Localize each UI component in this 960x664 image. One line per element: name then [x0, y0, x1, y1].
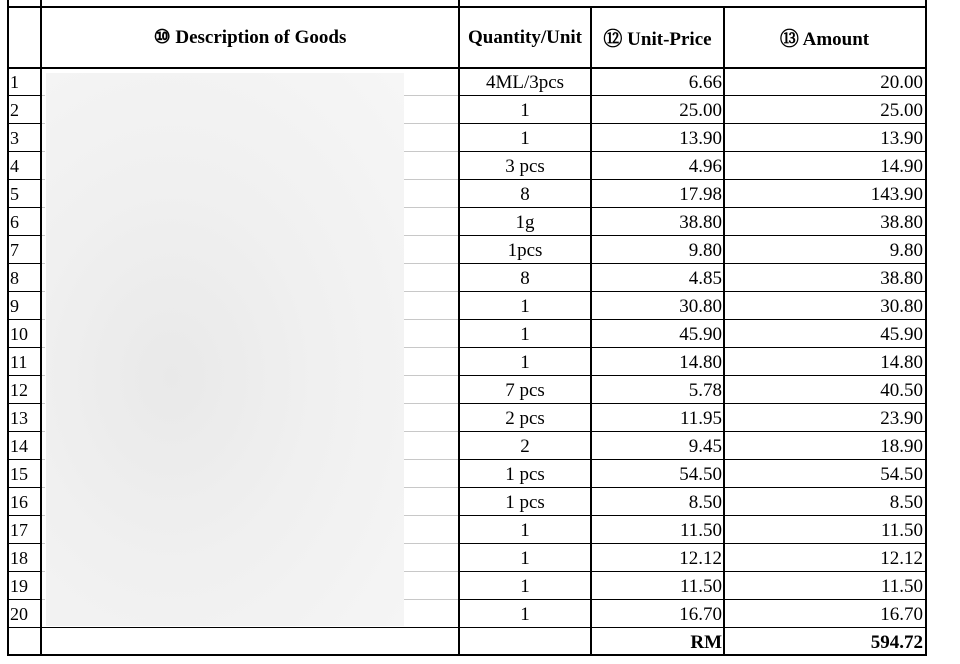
cell-amount: 45.90 — [880, 323, 923, 345]
header-unit-price: ⑫ Unit-Price — [603, 29, 712, 50]
cell-unit-price: 38.80 — [679, 211, 722, 233]
table-rule — [7, 627, 41, 628]
cell-quantity: 7 pcs — [505, 379, 545, 401]
cell-amount: 16.70 — [880, 603, 923, 625]
row-number: 19 — [10, 576, 28, 596]
table-rule — [459, 543, 927, 544]
row-number: 17 — [10, 520, 28, 540]
cell-amount: 38.80 — [880, 267, 923, 289]
table-rule — [7, 151, 41, 152]
cell-quantity: 1 pcs — [505, 491, 545, 513]
table-rule — [7, 291, 41, 292]
header-description: ⑩ Description of Goods — [153, 27, 347, 48]
table-rule — [7, 487, 41, 488]
row-number: 20 — [10, 604, 28, 624]
cell-amount: 30.80 — [880, 295, 923, 317]
row-number: 12 — [10, 380, 28, 400]
cell-amount: 14.90 — [880, 155, 923, 177]
table-rule — [459, 599, 927, 600]
cell-unit-price: 30.80 — [679, 295, 722, 317]
total-currency: RM — [690, 631, 722, 653]
cell-unit-price: 12.12 — [679, 547, 722, 569]
cell-quantity: 3 pcs — [505, 155, 545, 177]
table-rule — [40, 0, 42, 656]
cell-quantity: 1g — [515, 211, 535, 233]
cell-unit-price: 11.95 — [679, 407, 722, 429]
table-rule — [459, 179, 927, 180]
header-quantity: Quantity/Unit — [467, 26, 583, 48]
table-rule — [459, 235, 927, 236]
cell-quantity: 1 — [520, 575, 530, 597]
table-rule — [404, 403, 459, 404]
table-rule — [459, 207, 927, 208]
table-rule — [7, 67, 927, 69]
table-rule — [7, 571, 41, 572]
cell-unit-price: 6.66 — [688, 71, 722, 93]
row-number: 16 — [10, 492, 28, 512]
table-rule — [459, 123, 927, 124]
cell-unit-price: 9.45 — [688, 435, 722, 457]
cell-unit-price: 45.90 — [679, 323, 722, 345]
table-rule — [459, 431, 927, 432]
cell-quantity: 1 — [520, 99, 530, 121]
table-rule — [7, 263, 41, 264]
table-rule — [459, 375, 927, 376]
cell-quantity: 1pcs — [507, 239, 543, 261]
row-number: 10 — [10, 324, 28, 344]
table-rule — [459, 459, 927, 460]
cell-amount: 14.80 — [880, 351, 923, 373]
row-number: 3 — [10, 128, 19, 148]
table-rule — [459, 319, 927, 320]
row-number: 11 — [10, 352, 28, 372]
header-amount: ⑬ Amount — [779, 29, 870, 50]
cell-unit-price: 13.90 — [679, 127, 722, 149]
table-rule — [404, 123, 459, 124]
row-number: 14 — [10, 436, 28, 456]
table-rule — [459, 95, 927, 96]
cell-amount: 8.50 — [889, 491, 923, 513]
row-number: 2 — [10, 100, 19, 120]
cell-unit-price: 11.50 — [679, 519, 722, 541]
cell-unit-price: 16.70 — [679, 603, 722, 625]
table-rule — [459, 291, 927, 292]
table-rule — [459, 515, 927, 516]
table-rule — [404, 571, 459, 572]
cell-quantity: 8 — [520, 267, 530, 289]
table-rule — [7, 515, 41, 516]
redacted-description-area — [46, 73, 404, 626]
table-rule — [404, 151, 459, 152]
table-rule — [404, 263, 459, 264]
table-rule — [7, 319, 41, 320]
table-rule — [7, 347, 41, 348]
row-number: 5 — [10, 184, 19, 204]
table-rule — [7, 459, 41, 460]
cell-amount: 13.90 — [880, 127, 923, 149]
cell-unit-price: 4.96 — [688, 155, 722, 177]
cell-amount: 40.50 — [880, 379, 923, 401]
table-rule — [404, 375, 459, 376]
table-rule — [404, 95, 459, 96]
cell-amount: 38.80 — [880, 211, 923, 233]
table-rule — [7, 654, 927, 656]
cell-amount: 20.00 — [880, 71, 923, 93]
table-rule — [7, 599, 41, 600]
table-rule — [404, 459, 459, 460]
table-rule — [459, 487, 927, 488]
table-rule — [590, 7, 592, 656]
table-rule — [459, 263, 927, 264]
table-rule — [404, 431, 459, 432]
cell-unit-price: 4.85 — [688, 267, 722, 289]
table-rule — [404, 179, 459, 180]
row-number: 6 — [10, 212, 19, 232]
row-number: 7 — [10, 240, 19, 260]
cell-amount: 12.12 — [880, 547, 923, 569]
cell-quantity: 1 — [520, 547, 530, 569]
cell-quantity: 1 — [520, 351, 530, 373]
cell-amount: 9.80 — [889, 239, 923, 261]
cell-amount: 25.00 — [880, 99, 923, 121]
cell-quantity: 8 — [520, 183, 530, 205]
row-number: 1 — [10, 72, 19, 92]
table-rule — [404, 291, 459, 292]
cell-quantity: 4ML/3pcs — [485, 71, 565, 93]
cell-unit-price: 8.50 — [688, 491, 722, 513]
table-rule — [7, 543, 41, 544]
row-number: 18 — [10, 548, 28, 568]
table-rule — [7, 95, 41, 96]
cell-unit-price: 5.78 — [688, 379, 722, 401]
cell-amount: 11.50 — [880, 519, 923, 541]
cell-quantity: 2 — [520, 435, 530, 457]
table-rule — [404, 319, 459, 320]
cell-unit-price: 11.50 — [679, 575, 722, 597]
table-rule — [7, 123, 41, 124]
cell-amount: 18.90 — [880, 435, 923, 457]
cell-quantity: 1 — [520, 127, 530, 149]
cell-amount: 54.50 — [880, 463, 923, 485]
cell-quantity: 1 — [520, 295, 530, 317]
table-rule — [404, 515, 459, 516]
table-rule — [404, 599, 459, 600]
table-rule — [7, 431, 41, 432]
table-rule — [458, 0, 460, 656]
cell-quantity: 1 — [520, 519, 530, 541]
table-rule — [459, 151, 927, 152]
table-rule — [7, 403, 41, 404]
cell-unit-price: 54.50 — [679, 463, 722, 485]
table-rule — [459, 403, 927, 404]
table-rule — [7, 179, 41, 180]
total-amount: 594.72 — [870, 631, 923, 653]
table-rule — [7, 0, 9, 656]
table-rule — [459, 627, 927, 628]
table-rule — [925, 0, 927, 656]
row-number: 15 — [10, 464, 28, 484]
table-rule — [459, 571, 927, 572]
table-rule — [7, 375, 41, 376]
cell-unit-price: 9.80 — [688, 239, 722, 261]
table-rule — [404, 543, 459, 544]
table-rule — [723, 7, 725, 656]
cell-quantity: 1 — [520, 603, 530, 625]
table-rule — [7, 6, 927, 8]
table-rule — [41, 627, 459, 628]
cell-amount: 23.90 — [880, 407, 923, 429]
cell-quantity: 1 — [520, 323, 530, 345]
table-rule — [404, 235, 459, 236]
row-number: 8 — [10, 268, 19, 288]
cell-amount: 143.90 — [870, 183, 923, 205]
table-rule — [404, 347, 459, 348]
row-number: 4 — [10, 156, 19, 176]
table-rule — [404, 487, 459, 488]
table-rule — [404, 207, 459, 208]
cell-quantity: 2 pcs — [505, 407, 545, 429]
cell-unit-price: 14.80 — [679, 351, 722, 373]
row-number: 9 — [10, 296, 19, 316]
cell-quantity: 1 pcs — [505, 463, 545, 485]
table-rule — [459, 347, 927, 348]
cell-amount: 11.50 — [880, 575, 923, 597]
cell-unit-price: 25.00 — [679, 99, 722, 121]
table-rule — [7, 235, 41, 236]
table-rule — [7, 207, 41, 208]
cell-unit-price: 17.98 — [679, 183, 722, 205]
row-number: 13 — [10, 408, 28, 428]
